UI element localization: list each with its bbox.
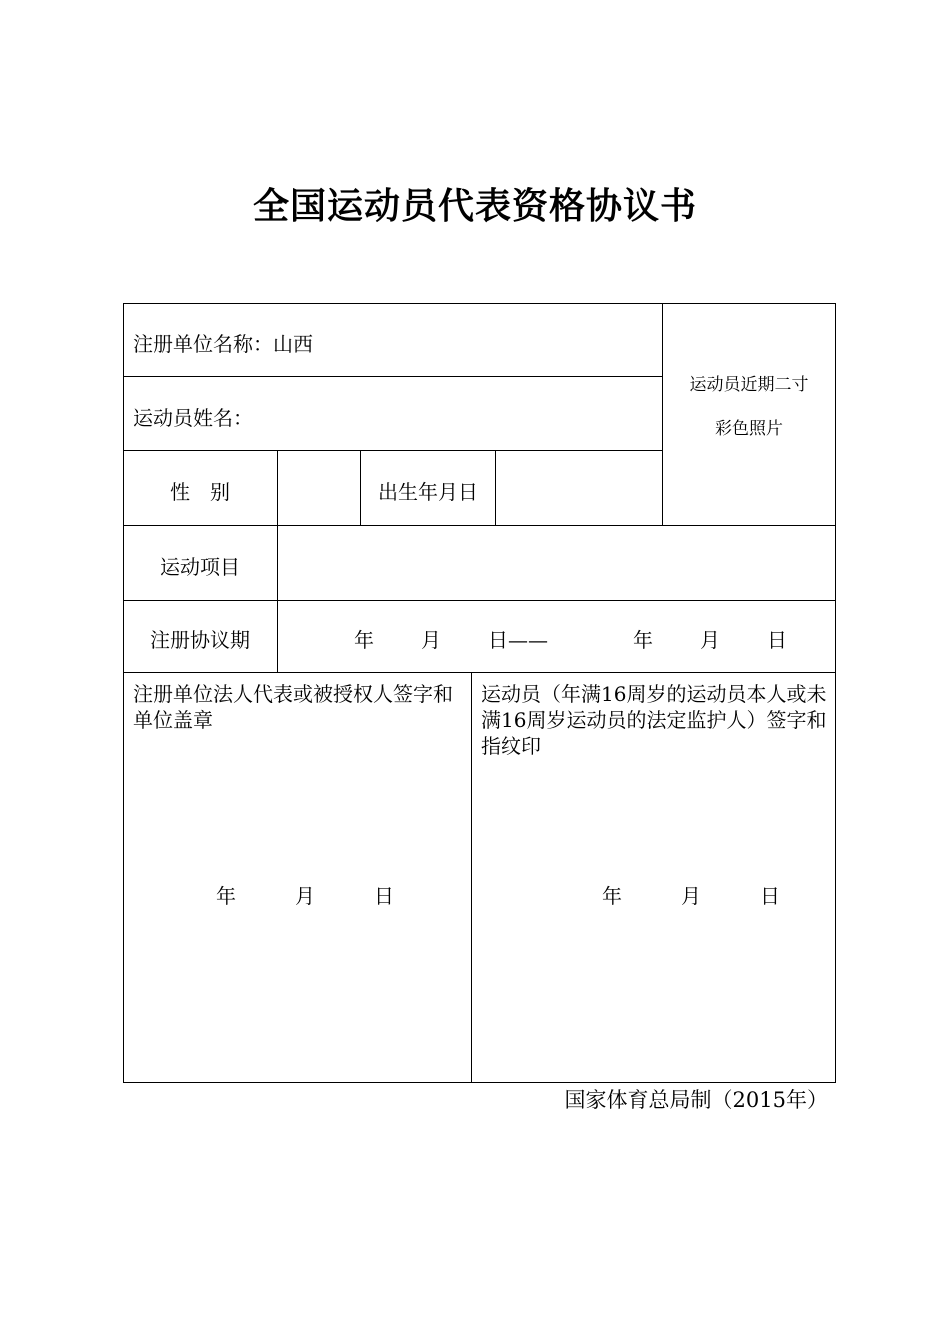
document-footer: 国家体育总局制（2015年）: [564, 1088, 828, 1112]
period-label: 注册协议期: [150, 628, 250, 652]
table-divider: [123, 672, 836, 673]
period-start-year: 年: [354, 628, 374, 652]
document-title: 全国运动员代表资格协议书: [252, 186, 697, 227]
photo-caption-line2: 彩色照片: [715, 419, 783, 439]
period-end-month: 月: [700, 628, 720, 652]
left-sign-month: 月: [295, 884, 315, 908]
table-divider: [123, 450, 663, 451]
table-border-right: [835, 303, 836, 1083]
birth-label: 出生年月日: [378, 480, 478, 504]
right-sign-day: 日: [760, 884, 780, 908]
photo-box: [663, 304, 835, 525]
athlete-signature-instruction: 运动员（年满16周岁的运动员本人或未满16周岁运动员的法定监护人）签字和指纹印: [481, 682, 827, 758]
table-border-left: [123, 303, 124, 1083]
sport-label: 运动项目: [160, 555, 240, 579]
unit-field: [133, 328, 313, 357]
table-divider: [123, 600, 836, 601]
period-start-month: 月: [421, 628, 441, 652]
right-sign-month: 月: [681, 884, 701, 908]
unit-label: 注册单位名称：: [133, 332, 273, 356]
gender-label: 性 别: [170, 480, 230, 504]
table-divider: [123, 525, 836, 526]
period-start-day: 日——: [488, 628, 548, 652]
table-divider: [495, 450, 496, 526]
left-sign-day: 日: [374, 884, 394, 908]
period-end-year: 年: [633, 628, 653, 652]
table-divider: [471, 672, 472, 1083]
athlete-name-field: [133, 402, 253, 431]
photo-caption-line1: 运动员近期二寸: [689, 375, 809, 395]
table-border-bottom: [123, 1082, 836, 1083]
unit-value[interactable]: 山西: [273, 332, 313, 356]
table-divider: [123, 376, 663, 377]
athlete-name-label: 运动员姓名：: [133, 406, 253, 430]
table-divider: [277, 450, 278, 673]
period-end-day: 日: [767, 628, 787, 652]
left-sign-year: 年: [216, 884, 236, 908]
unit-signature-instruction: 注册单位法人代表或被授权人签字和单位盖章: [133, 682, 453, 732]
right-sign-year: 年: [602, 884, 622, 908]
